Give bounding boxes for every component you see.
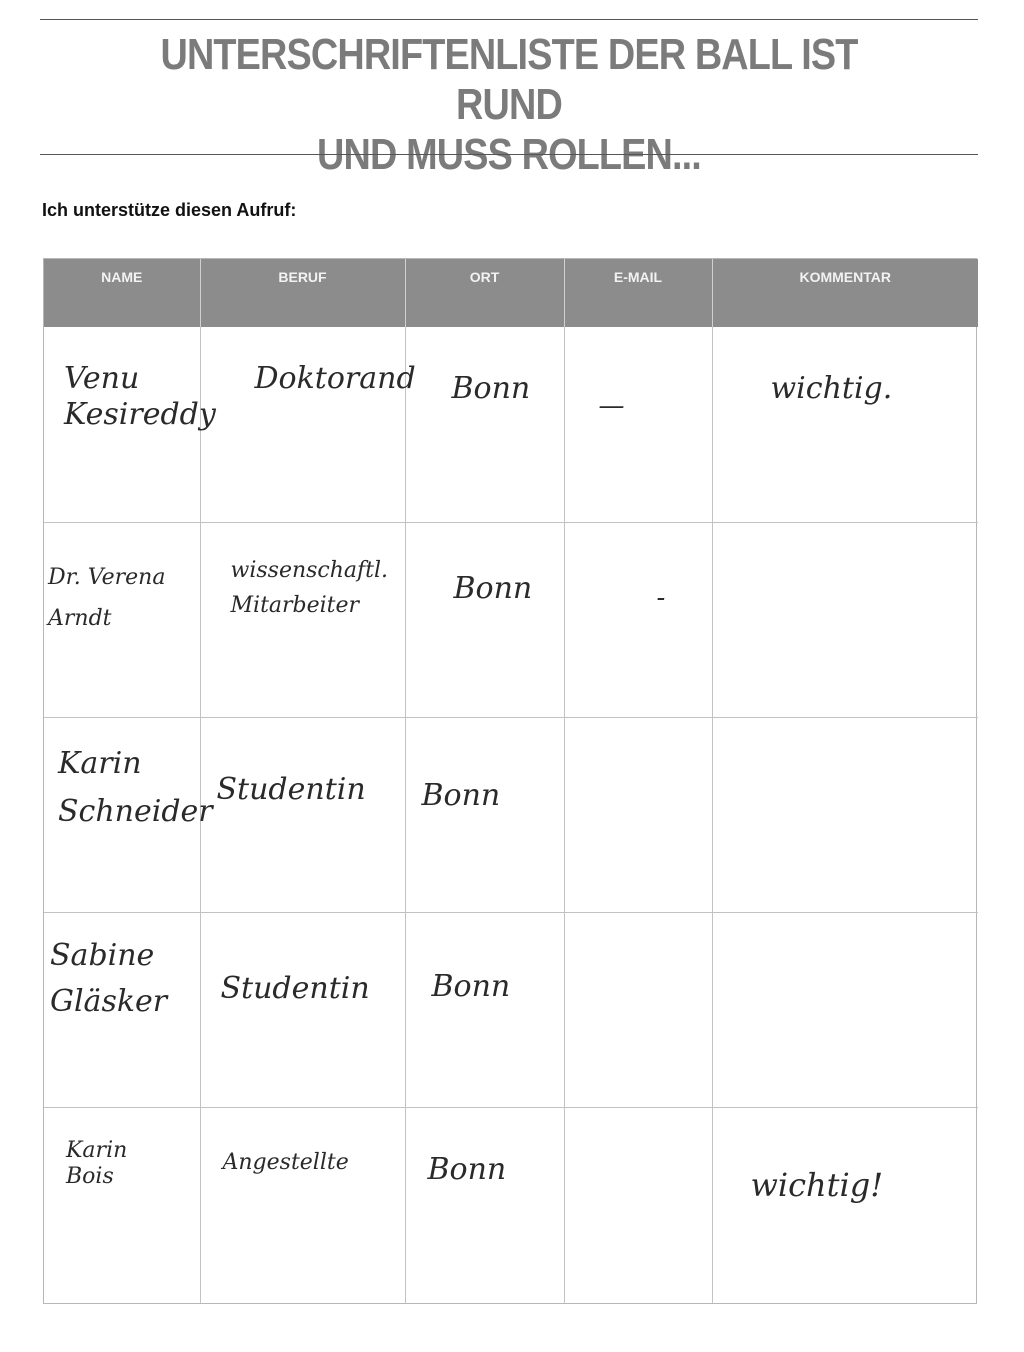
cell-ort (405, 1107, 564, 1303)
cell-name (44, 327, 216, 522)
signature-table (44, 259, 978, 1303)
cell-beruf (200, 522, 405, 717)
table-row (44, 1107, 978, 1303)
cell-kommentar (712, 912, 978, 1107)
cell-beruf (200, 1107, 405, 1303)
table-row (44, 717, 978, 912)
handwritten-email: - (656, 582, 666, 613)
cell-kommentar (712, 522, 978, 717)
cell-kommentar (712, 717, 978, 912)
handwritten-kommentar: wichtig! (750, 1165, 884, 1204)
cell-email (564, 327, 712, 522)
handwritten-name: Karin Schneider (58, 745, 213, 829)
cell-email (564, 717, 712, 912)
handwritten-beruf: Studentin (216, 771, 366, 807)
cell-name (44, 522, 200, 717)
handwritten-beruf: Angestellte (222, 1149, 349, 1175)
cell-kommentar (712, 327, 978, 522)
table-row (44, 912, 978, 1107)
handwritten-ort: Bonn (453, 570, 533, 606)
cell-name (44, 717, 213, 912)
cell-name (44, 912, 200, 1107)
title-line-2: UND MUSS ROLLEN... (317, 130, 701, 179)
cell-beruf (200, 327, 416, 522)
handwritten-name: Karin Bois (66, 1137, 128, 1189)
signature-table-frame (43, 258, 977, 1304)
handwritten-email: — (598, 391, 625, 421)
page-title (106, 30, 913, 180)
table-row (44, 327, 978, 522)
cell-ort (405, 327, 564, 522)
handwritten-kommentar: wichtig. (770, 371, 893, 406)
intro-text: Ich unterstütze diesen Aufruf: (42, 200, 297, 220)
handwritten-name: Dr. Verena Arndt (48, 564, 166, 632)
column-header-kommentar: KOMMENTAR (712, 259, 978, 327)
table-row (44, 522, 978, 717)
title-line-1: UNTERSCHRIFTENLISTE DER BALL IST RUND (160, 30, 858, 129)
column-header-name: NAME (44, 259, 200, 327)
column-header-ort: ORT (405, 259, 564, 327)
bottom-rule (40, 154, 978, 155)
cell-beruf (200, 912, 405, 1107)
cell-email (564, 522, 712, 717)
cell-kommentar (712, 1107, 978, 1303)
table-header-row (44, 259, 978, 327)
handwritten-ort: Bonn (427, 1151, 507, 1187)
handwritten-ort: Bonn (431, 968, 511, 1004)
column-header-email: E-MAIL (564, 259, 712, 327)
top-rule (40, 19, 978, 20)
cell-name (44, 1107, 200, 1303)
handwritten-beruf: Doktorand (254, 361, 416, 396)
handwritten-name: Sabine Gläsker (50, 937, 168, 1019)
handwritten-beruf: wissenschaftl. Mitarbeiter (230, 557, 389, 618)
cell-ort (405, 522, 564, 717)
cell-email (564, 1107, 712, 1303)
handwritten-beruf: Studentin (220, 970, 370, 1006)
handwritten-ort: Bonn (421, 777, 501, 813)
cell-ort (405, 912, 564, 1107)
column-header-beruf: BERUF (200, 259, 405, 327)
cell-beruf (200, 717, 405, 912)
cell-ort (405, 717, 564, 912)
handwritten-name: Venu Kesireddy (64, 361, 216, 432)
handwritten-ort: Bonn (451, 371, 531, 406)
cell-email (564, 912, 712, 1107)
